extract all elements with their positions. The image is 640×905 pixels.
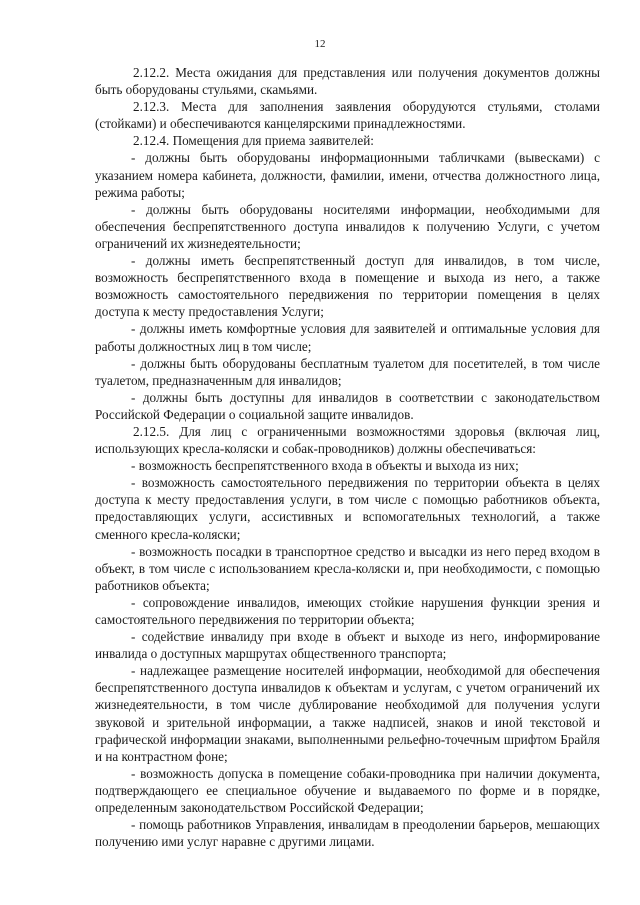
list-item: - возможность допуска в помещение собаки-проводника при наличии документа, подтверждающего ее специальное обучение и выдаваемого по форме и в порядке, определенным законодательством Российской Федерации; — [95, 765, 600, 816]
list-item: - возможность беспрепятственного входа в объекты и выхода из них; — [131, 458, 519, 474]
list-item: - возможность посадки в транспортное средство и высадки из него перед входом в объект, в том числе с использованием кресла-коляски и, при необходимости, с помощью работников объекта; — [95, 543, 600, 593]
paragraph-2-12-3: 2.12.3. Места для заполнения заявления оборудуются стульями, столами (стойками) и обеспечиваются канцелярскими принадлежностями. — [95, 99, 600, 132]
page-number: 12 — [314, 38, 326, 50]
list-item: - содействие инвалиду при входе в объект и выходе из него, информирование инвалида о доступных маршрутах общественного транспорта; — [95, 629, 600, 662]
list-item: - должны быть оборудованы информационными табличками (вывесками) с указанием номера кабинета, должности, фамилии, имени, отчества должностного лица, режима работы; — [95, 150, 600, 200]
list-item: - сопровождение инвалидов, имеющих стойкие нарушения функции зрения и самостоятельного передвижения по территории объекта; — [95, 594, 600, 627]
list-item: - должны быть оборудованы носителями информации, необходимыми для обеспечения беспрепятственного доступа инвалидов к получению Услуги, с учетом ограничений их жизнедеятельности; — [95, 201, 600, 251]
list-item: - должны быть доступны для инвалидов в соответствии с законодательством Российской Федерации о социальной защите инвалидов. — [95, 389, 600, 422]
document-body — [95, 64, 600, 850]
list-item: - должны быть оборудованы бесплатным туалетом для посетителей, в том числе туалетом, предназначенным для инвалидов; — [95, 355, 600, 388]
list-item: - должны иметь беспрепятственный доступ для инвалидов, в том числе, возможность беспрепятственного входа в помещение и выхода из него, а также возможность самостоятельного передвижения по территории помещения в целях доступа к месту предоставления Услуги; — [95, 253, 600, 320]
paragraph-2-12-2: 2.12.2. Места ожидания для представления или получения документов должны быть оборудованы стульями, скамьями. — [95, 65, 600, 98]
paragraph-2-12-4: 2.12.4. Помещения для приема заявителей: — [133, 133, 374, 149]
list-item: - возможность самостоятельного передвижения по территории объекта в целях доступа к месту предоставления услуги, в том числе с помощью работников объекта, предоставляющих услуги, ассистивных и вспомогательных технологий, а также сменного кресла-коляски; — [95, 475, 600, 542]
list-item: - помощь работников Управления, инвалидам в преодолении барьеров, мешающих получению ими услуг наравне с другими лицами. — [95, 817, 600, 850]
paragraph-2-12-5: 2.12.5. Для лиц с ограниченными возможностями здоровья (включая лиц, использующих кресла-коляски и собак-проводников) должны обеспечиваться: — [95, 423, 600, 457]
list-item: - должны иметь комфортные условия для заявителей и оптимальные условия для работы должностных лиц в том числе; — [95, 321, 600, 354]
list-item: - надлежащее размещение носителей информации, необходимой для обеспечения беспрепятственного доступа инвалидов к объектам и услугам, с учетом ограничений их жизнедеятельности, в том числе дублирование необходимой для получения услуги звуковой и зрительной информации, а также надписей, знаков и иной текстовой и графической информации знаками, выполненными рельефно-точечным шрифтом Брайля и на контрастном фоне; — [95, 663, 600, 764]
